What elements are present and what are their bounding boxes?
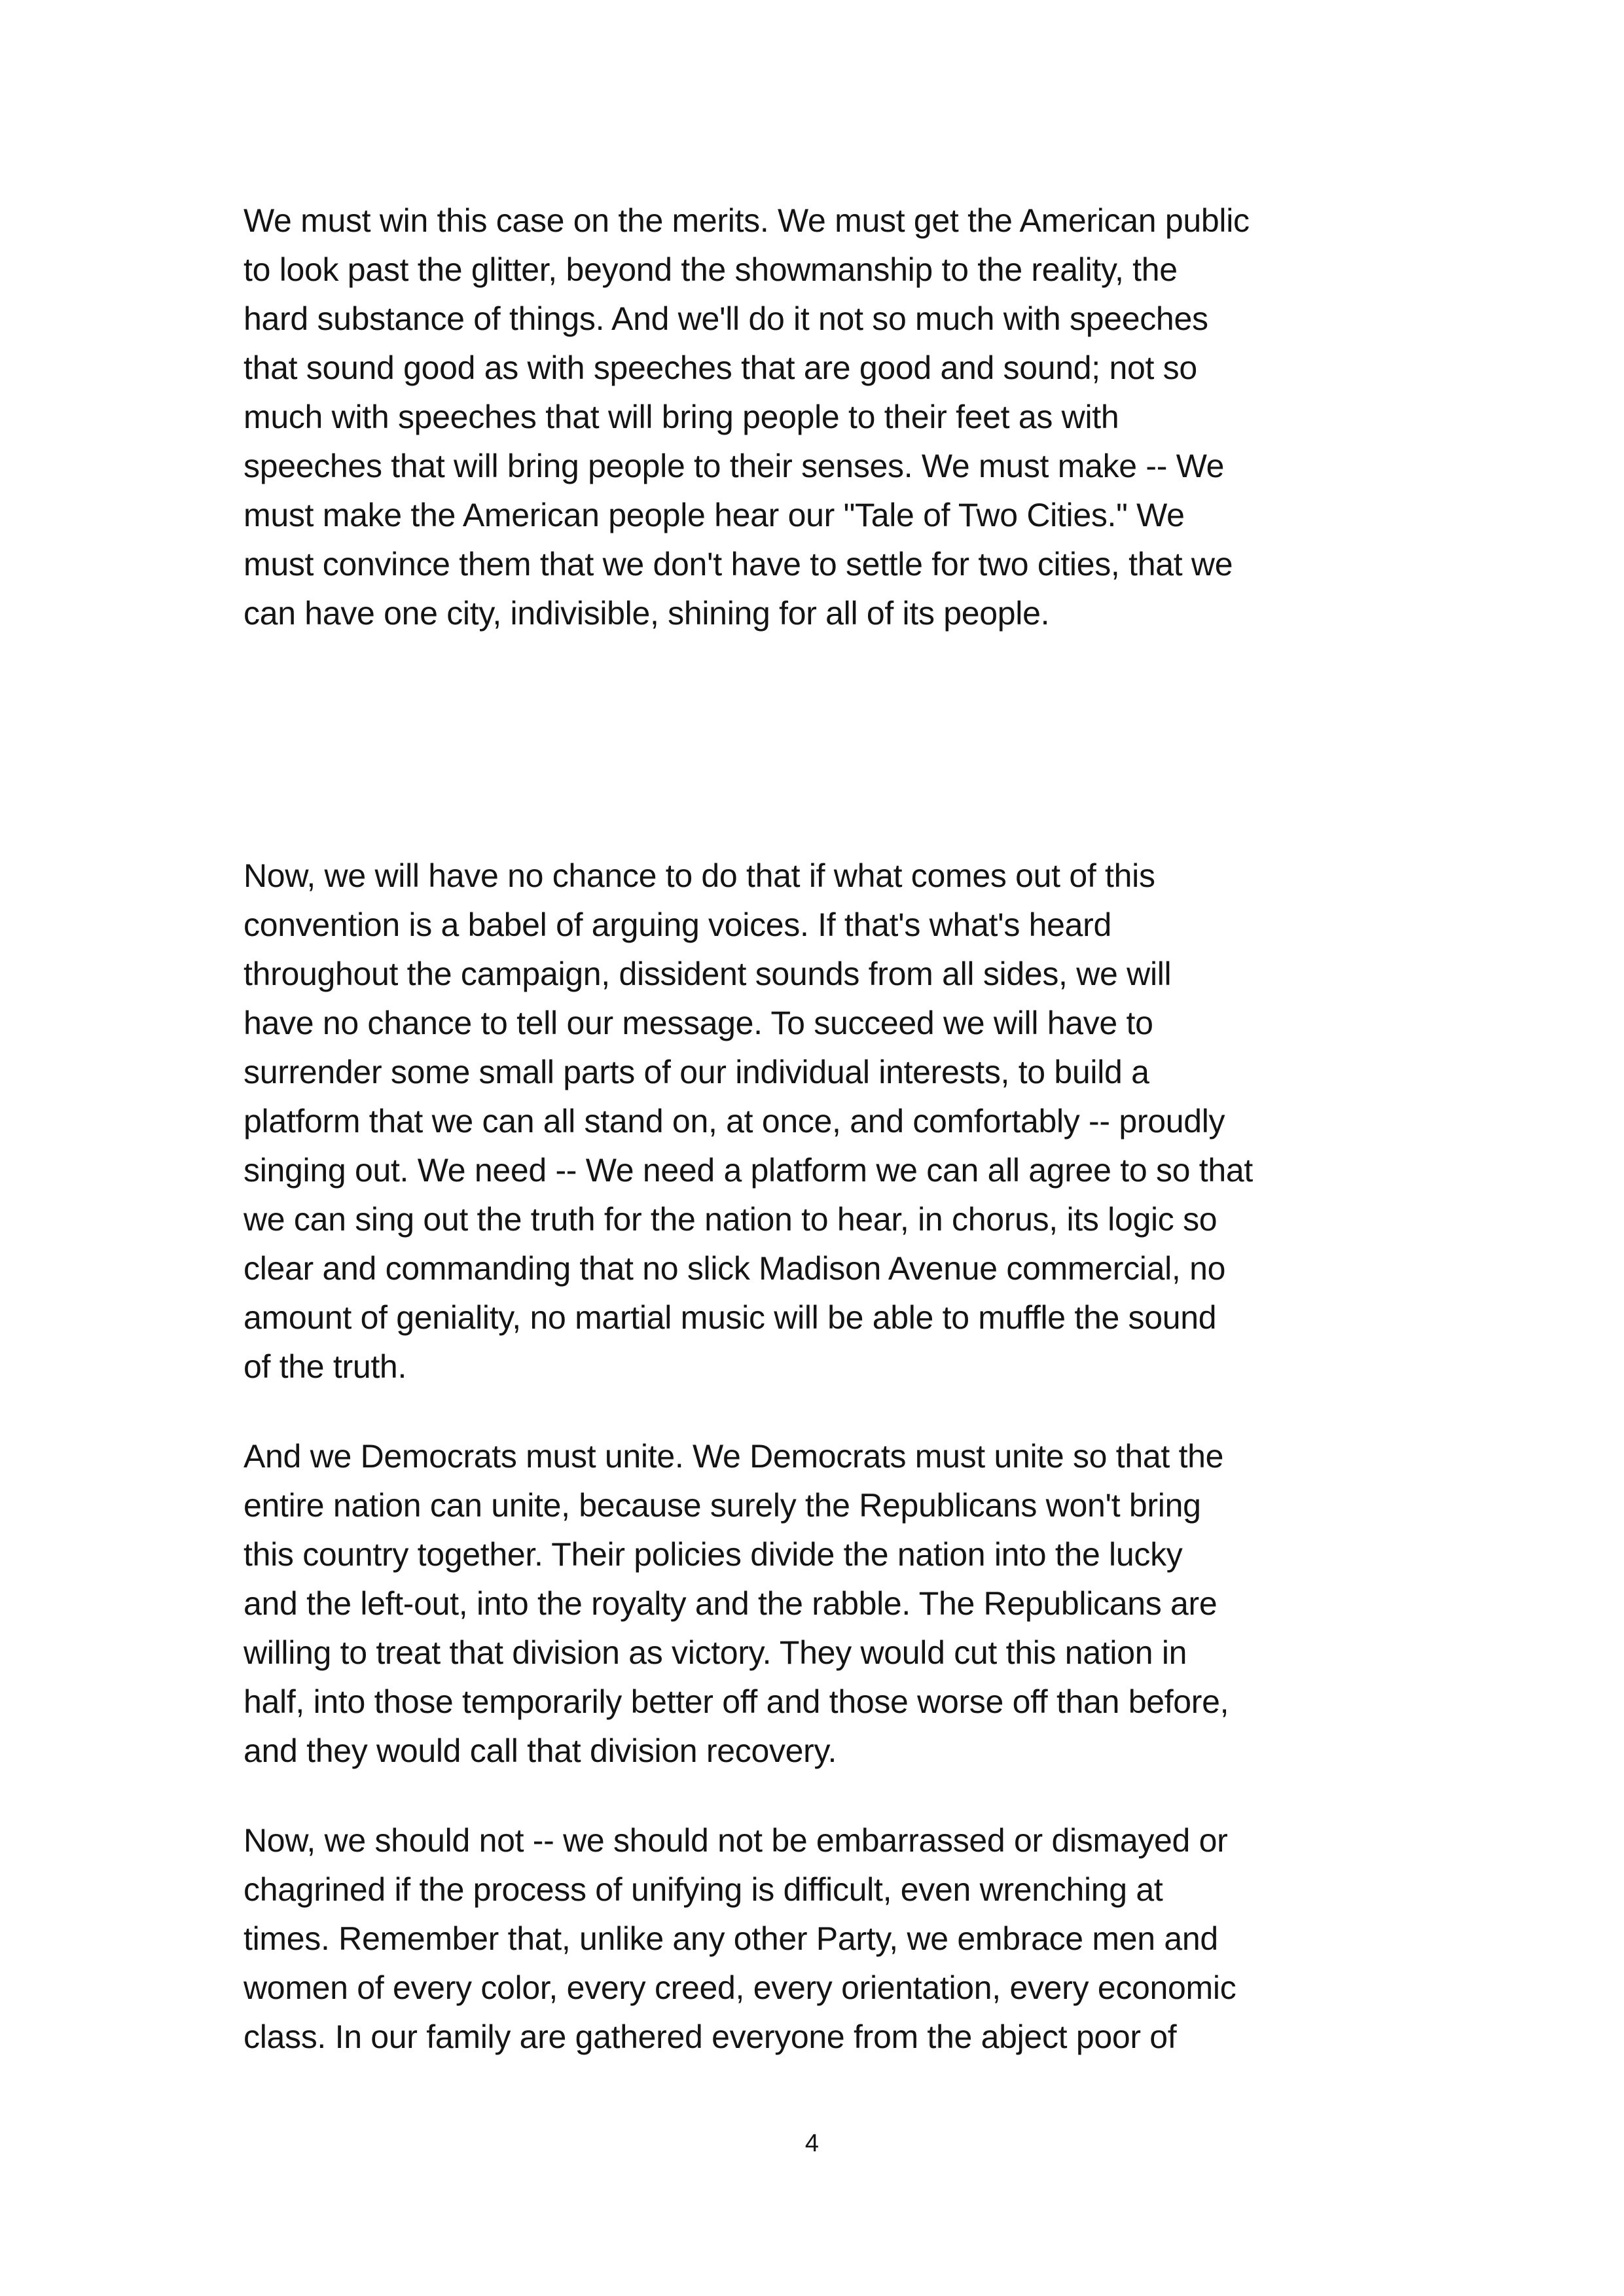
- text-line: much with speeches that will bring people to their feet as with: [244, 399, 1119, 435]
- text-line: We must win this case on the merits. We must get the American public: [244, 202, 1250, 239]
- paragraph: [244, 196, 1396, 638]
- text-line: can have one city, indivisible, shining for all of its people.: [244, 595, 1050, 632]
- text-line: have no chance to tell our message. To succeed we will have to: [244, 1005, 1153, 1041]
- text-line: Now, we will have no chance to do that if what comes out of this: [244, 857, 1155, 894]
- text-line: that sound good as with speeches that are good and sound; not so: [244, 350, 1197, 386]
- text-line: platform that we can all stand on, at once, and comfortably -- proudly: [244, 1103, 1225, 1139]
- text-line: must make the American people hear our "Tale of Two Cities." We: [244, 497, 1185, 533]
- text-line: amount of geniality, no martial music will be able to muffle the sound: [244, 1299, 1217, 1336]
- text-line: of the truth.: [244, 1348, 407, 1385]
- text-line: speeches that will bring people to their senses. We must make -- We: [244, 448, 1225, 484]
- page-number: 4: [804, 2130, 820, 2157]
- text-line: singing out. We need -- We need a platform we can all agree to so that: [244, 1152, 1253, 1189]
- paragraph: [244, 852, 1396, 1391]
- text-line: chagrined if the process of unifying is difficult, even wrenching at: [244, 1871, 1163, 1908]
- text-line: hard substance of things. And we'll do it not so much with speeches: [244, 300, 1208, 337]
- text-line: And we Democrats must unite. We Democrats must unite so that the: [244, 1438, 1224, 1475]
- text-line: convention is a babel of arguing voices. If that's what's heard: [244, 906, 1111, 943]
- text-line: class. In our family are gathered everyone from the abject poor of: [244, 2018, 1177, 2055]
- paragraph: [244, 1432, 1396, 1776]
- text-line: this country together. Their policies divide the nation into the lucky: [244, 1536, 1183, 1573]
- text-line: surrender some small parts of our individual interests, to build a: [244, 1054, 1149, 1090]
- text-line: and they would call that division recovery.: [244, 1732, 837, 1769]
- body-text: [244, 196, 1396, 2062]
- text-line: Now, we should not -- we should not be embarrassed or dismayed or: [244, 1822, 1228, 1859]
- text-line: times. Remember that, unlike any other Party, we embrace men and: [244, 1920, 1218, 1957]
- text-line: half, into those temporarily better off and those worse off than before,: [244, 1683, 1229, 1720]
- text-line: to look past the glitter, beyond the showmanship to the reality, the: [244, 251, 1178, 288]
- text-line: we can sing out the truth for the nation to hear, in chorus, its logic so: [244, 1201, 1218, 1238]
- text-line: women of every color, every creed, every orientation, every economic: [244, 1969, 1236, 2006]
- text-line: and the left-out, into the royalty and the rabble. The Republicans are: [244, 1585, 1218, 1622]
- text-line: throughout the campaign, dissident sounds from all sides, we will: [244, 956, 1172, 992]
- text-line: must convince them that we don't have to settle for two cities, that we: [244, 546, 1233, 583]
- paragraph: [244, 1816, 1396, 2062]
- text-line: entire nation can unite, because surely the Republicans won't bring: [244, 1487, 1201, 1524]
- text-line: clear and commanding that no slick Madison Avenue commercial, no: [244, 1250, 1226, 1287]
- text-line: willing to treat that division as victory. They would cut this nation in: [244, 1634, 1187, 1671]
